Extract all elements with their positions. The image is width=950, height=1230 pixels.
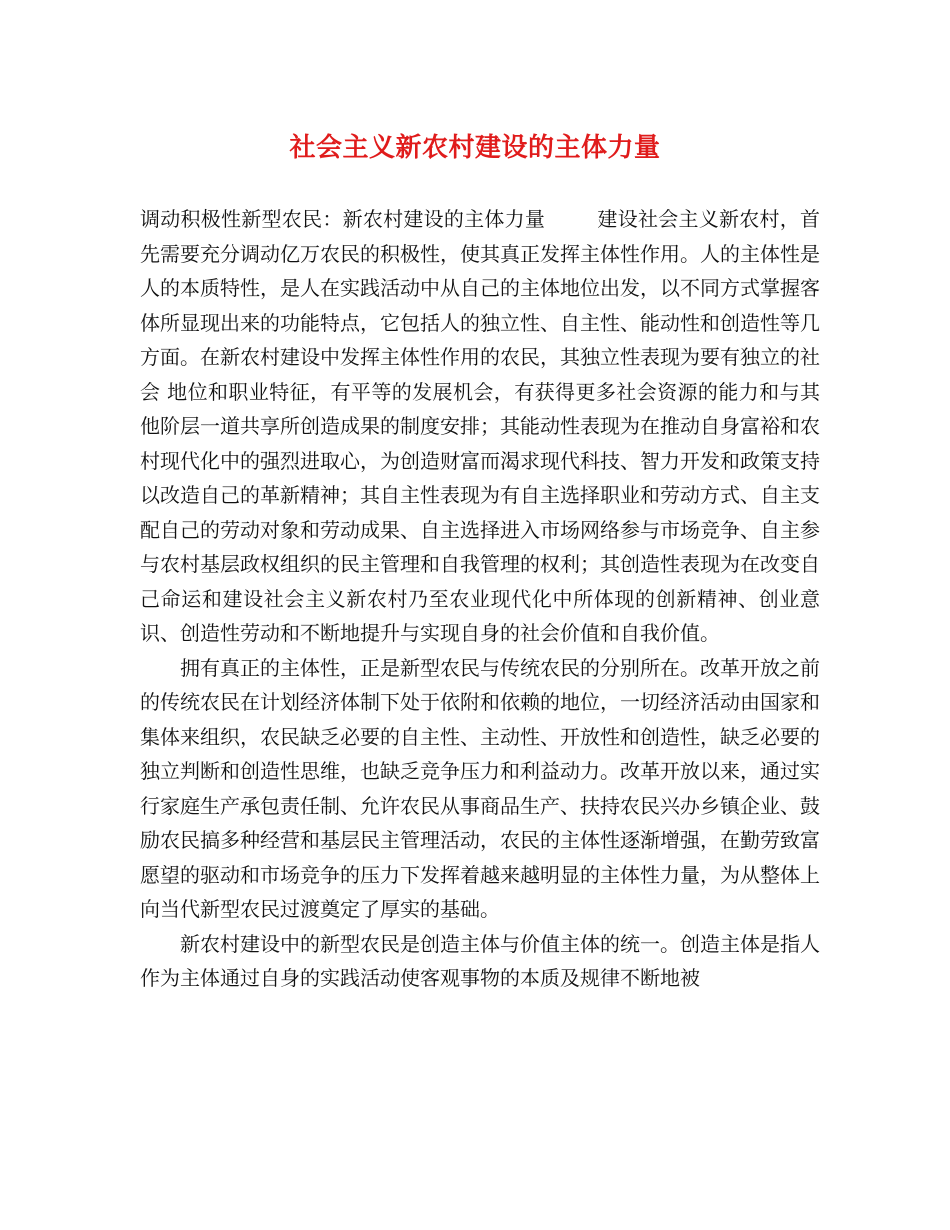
paragraph-2: 拥有真正的主体性，正是新型农民与传统农民的分别所在。改革开放之前的传统农民在计划经济体制下处于依附和依赖的地位，一切经济活动由国家和集体来组织，农民缺乏必要的自主性、主动性、开放性和创造性，缺乏必要的独立判断和创造性思维，也缺乏竞争压力和利益动力。改革开放以来，通过实行家庭生产承包责任制、允许农民从事商品生产、扶持农民兴办乡镇企业、鼓励农民搞多种经营和基层民主管理活动，农民的主体性逐渐增强，在勤劳致富愿望的驱动和市场竞争的压力下发挥着越来越明显的主体性力量，为从整体上向当代新型农民过渡奠定了厚实的基础。 xyxy=(140,655,820,921)
paragraph-1 xyxy=(140,202,820,651)
paragraph-3: 新农村建设中的新型农民是创造主体与价值主体的统一。创造主体是指人作为主体通过自身的实践活动使客观事物的本质及规律不断地被 xyxy=(140,931,820,990)
paragraph-1-lead: 调动积极性新型农民：新农村建设的主体力量 xyxy=(140,207,546,231)
paragraph-1-text: 建设社会主义新农村，首先需要充分调动亿万农民的积极性，使其真正发挥主体性作用。人的主体性是人的本质特性，是人在实践活动中从自己的主体地位出发，以不同方式掌握客体所显现出来的功能特点，它包括人的独立性、自主性、能动性和创造性等几方面。在新农村建设中发挥主体性作用的农民，其独立性表现为要有独立的社会 地位和职业特征，有平等的发展机会，有获得更多社会资源的能力和与其他阶层一道共享所创造成果的制度安排；其能动性表现为在推动自身富裕和农村现代化中的强烈进取心，为创造财富而渴求现代科技、智力开发和政策支持以改造自己的革新精神；其自主性表现为有自主选择职业和劳动方式、自主支配自己的劳动对象和劳动成果、自主选择进入市场网络参与市场竞争、自主参与农村基层政权组织的民主管理和自我管理的权利；其创造性表现为在改变自己命运和建设社会主义新农村乃至农业现代化中所体现的创新精神、创业意识、创造性劳动和不断地提升与实现自身的社会价值和自我价值。 xyxy=(140,207,821,645)
document-body xyxy=(140,202,820,996)
document-title: 社会主义新农村建设的主体力量 xyxy=(289,133,661,163)
